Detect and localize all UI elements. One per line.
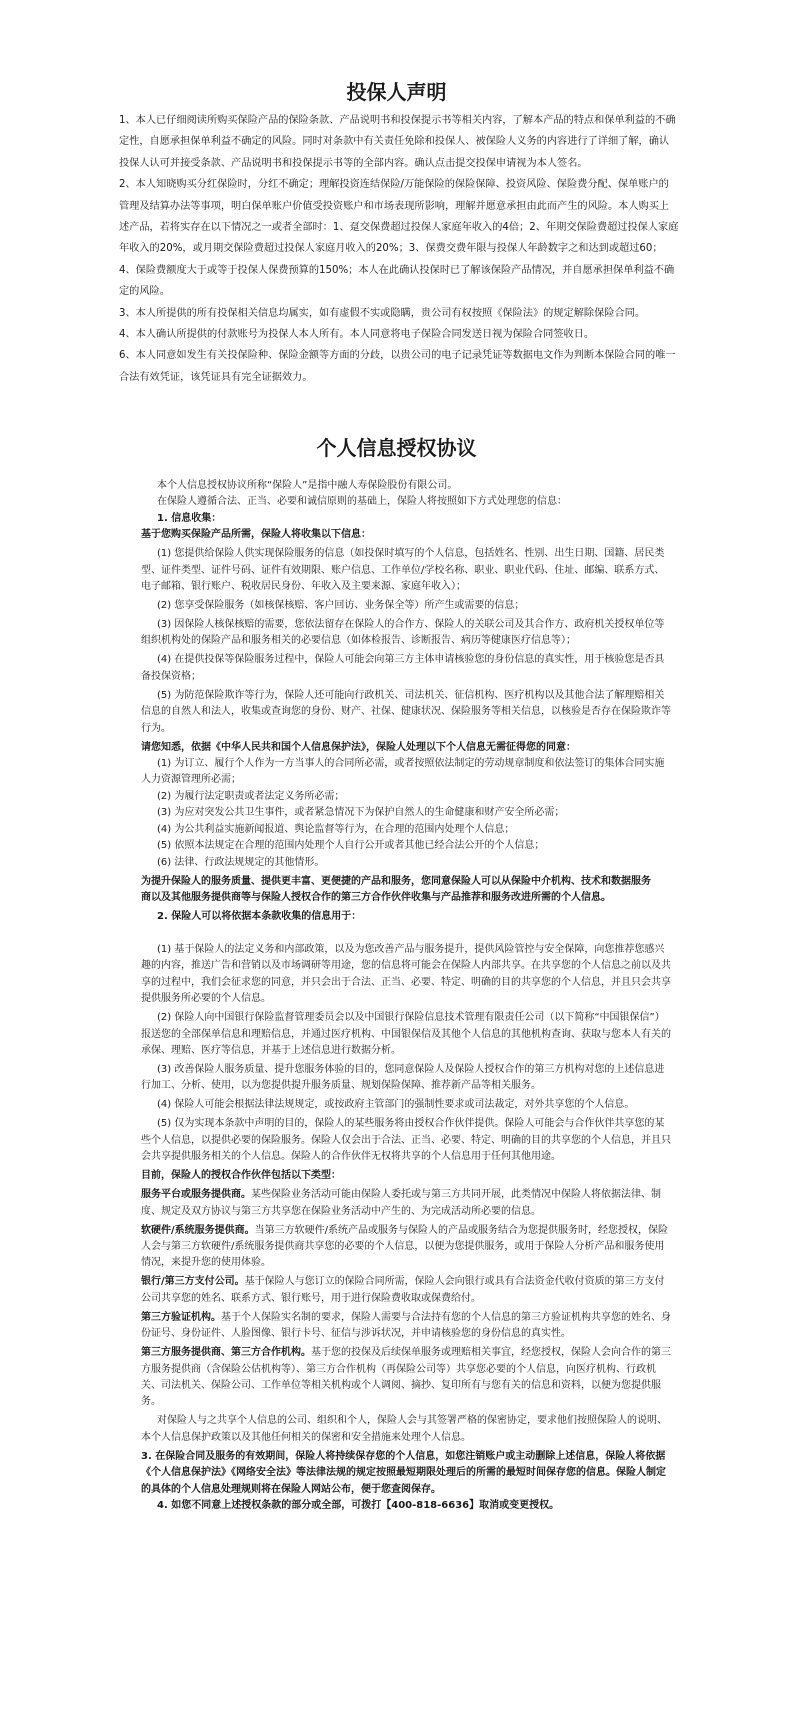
section-1-item: (1) 您提供给保险人供实现保险服务的信息（如投保时填写的个人信息，包括姓名、性别、出生日期、国籍、居民类型、证件类型、证件号码、证件有效期限、账户信息、工作单位/学校名称、职业、职业代码、住址、邮编、联系方式、电子邮箱、银行账户、税收居民身份、年收入及主要来源、家庭年收入）；: [141, 548, 665, 593]
declaration-item: 4、本人确认所提供的付款账号为投保人本人所有。本人同意将电子保险合同发送日视为保险合同签收日。: [119, 329, 595, 341]
declaration-body: [119, 110, 679, 388]
partner-item: [141, 1310, 671, 1343]
partner-name: 软硬件/系统服务提供商。: [141, 1224, 255, 1236]
agreement-title: 个人信息授权协议: [316, 436, 477, 460]
partner-name: 银行/第三方支付公司。: [141, 1276, 245, 1288]
partner-text: 某些保险业务活动可能由保险人委托或与第三方共同开展，此类情况中保险人将依据法律、制度、规定及双方协议与第三方共享您在保险业务活动中产生的、为完成活动所必要的信息。: [141, 1189, 661, 1217]
partner-text: 基于保险人与您订立的保险合同所需，保险人会向银行或具有合法资金代收付资质的第三方支付公司共享您的姓名、联系方式、银行账号，用于进行保险费收取或保费给付。: [141, 1276, 665, 1304]
section-4: 4. 如您不同意上述授权条款的部分或全部，可拨打【400-818-6636】取消或变更授权。: [157, 1500, 560, 1512]
section-1-bold: 为提升保险人的服务质量、提供更丰富、更便捷的产品和服务，您同意保险人可以从保险中介机构、技术和数据服务: [141, 875, 651, 887]
exempt-item: (1) 为订立、履行个人作为一方当事人的合同所必需，或者按照依法制定的劳动规章制度和依法签订的集体合同实施人力资源管理所必需；: [141, 758, 665, 786]
section-2-item: (3) 改善保险人服务质量、提升您服务体验的目的，您同意保险人及保险人授权合作的第三方机构对您的上述信息进行加工、分析、使用，以为您提供提升服务质量、规划保险保障、推荐新产品等相关服务。: [141, 1063, 665, 1092]
partner-text: 基于您的投保及后续保单服务或理赔相关事宜，经您授权，保险人会向合作的第三方服务提供商（含保险公估机构等）、第三方合作机构（再保险公司等）共享您必要的个人信息，向医疗机构、行政机关、司法机关、保险公司、工作单位等相关机构或个人调阅、摘抄、复印所有与您有关的信息和资料，以便为您提供服务。: [141, 1347, 671, 1408]
exempt-item: (3) 为应对突发公共卫生事件，或者紧急情况下为保护自然人的生命健康和财产安全所必需；: [157, 807, 565, 819]
exempt-item: (6) 法律、行政法规规定的其他情形。: [157, 856, 325, 868]
partner-item: [141, 1187, 671, 1220]
partners-lead: 目前，保险人的授权合作伙伴包括以下类型：: [141, 1170, 341, 1182]
declaration-title: 投保人声明: [346, 80, 447, 104]
section-1-item: (2) 您享受保险服务（如核保核赔、客户回访、业务保全等）所产生或需要的信息；: [157, 600, 525, 612]
confidentiality-note: 对保险人与之共享个人信息的公司、组织和个人，保险人会与其签署严格的保密协定，要求他们按照保险人的说明、本个人信息保护政策以及其他任何相关的保密和安全措施来处理个人信息。: [141, 1415, 667, 1443]
partner-name: 服务平台或服务提供商。: [141, 1189, 251, 1201]
declaration-item: 3、本人所提供的所有投保相关信息均属实，如有虚假不实或隐瞒，贵公司有权按照《保险法》的规定解除保险合同。: [119, 307, 646, 319]
partner-name: 第三方验证机构。: [141, 1311, 221, 1323]
partner-text: 当第三方软硬件/系统产品或服务与保险人的产品或服务结合为您提供服务时，经您授权，保险人会与第三方软硬件/系统服务提供商共享您的必要的个人信息，以便为您提供服务，或用于保险人分析产品和服务使用情况，来提升您的使用体验。: [141, 1224, 669, 1269]
agreement-intro: 在保险人遵循合法、正当、必要和诚信原则的基础上，保险人将按照如下方式处理您的信息：: [157, 496, 567, 508]
section-1-bold: 商以及其他服务提供商等与保险人授权合作的第三方合作伙伴收集与产品推荐和服务改进所需的个人信息。: [141, 891, 611, 903]
section-1-lead: 基于您购买保险产品所需，保险人将收集以下信息：: [141, 529, 371, 541]
partner-name: 第三方服务提供商、第三方合作机构。: [141, 1347, 311, 1359]
partner-item: [141, 1223, 671, 1272]
partner-item: [141, 1345, 671, 1411]
agreement-intro: 本个人信息授权协议所称“保险人”是指中融人寿保险股份有限公司。: [157, 480, 458, 491]
section-2-item: (5) 仅为实现本条款中声明的目的，保险人的某些服务将由授权合作伙伴提供。保险人可能会与合作伙伴共享您的某些个人信息，以提供必要的保险服务。保险人仅会出于合法、正当、必要、特定、明确的目的共享您的个人信息，并且只会共享提供服务相关的个人信息。保险人的合作伙伴无权将共享的个人信息用于任何其他用途。: [141, 1118, 671, 1163]
declaration-item: 6、本人同意如发生有关投保险种、保险金额等方面的分歧，以贵公司的电子记录凭证等数据电文作为判断本保险合同的唯一合法有效凭证，该凭证具有完全证据效力。: [119, 350, 676, 383]
exempt-item: (2) 为履行法定职责或者法定义务所必需；: [157, 790, 345, 802]
section-1-item: (4) 在提供投保等保险服务过程中，保险人可能会向第三方主体申请核验您的身份信息的真实性，用于核验您是否具备投保资格；: [141, 654, 665, 682]
declaration-item: 1、本人已仔细阅读所购买保险产品的保险条款、产品说明书和投保提示书等相关内容，了解本产品的特点和保单利益的不确定性，自愿承担保单利益不确定的风险。同时对条款中有关责任免除和投保人、被保险人义务的内容进行了详细了解，确认投保人认可并接受条款、产品说明书和投保提示书等的全部内容。确认点击提交投保申请视为本人签名。: [119, 115, 676, 169]
section-1-notice: 请您知悉，依据《中华人民共和国个人信息保护法》，保险人处理以下个人信息无需征得您的同意：: [141, 741, 576, 753]
declaration-item: 2、本人知晓购买分红保险时，分红不确定；理解投资连结保险/万能保险的保险保障、投资风险、保险费分配、保单账户的管理及结算办法等事项，明白保单账户价值受投资账户和市场表现所影响，理解并愿意承担由此而产生的风险。本人购买上述产品，若将实存在以下情况之一或者全部时：1、趸交保费超过投保人家庭年收入的4倍；2、年期交保险费超过投保人家庭年收入的20%，或月期交保险费超过投保人家庭月收入的20%；3、保费交费年限与投保人年龄数字之和达到或超过60；4、保险费额度大于或等于投保人保费预算的150%；本人在此确认投保时已了解该保险产品情况，并自愿承担保单利益不确定的风险。: [119, 179, 679, 298]
partner-item: [141, 1274, 671, 1307]
section-1-title: 1. 信息收集：: [157, 512, 222, 524]
section-3: 3. 在保险合同及服务的有效期间，保险人将持续保存您的个人信息，如您注销账户或主动删除上述信息，保险人将依据《个人信息保护法》《网络安全法》等法律法规的规定按照最短期限处理后的所需的最短时间保存您的信息。保险人制定的具体的个人信息处理规则将在保险人网站公布，便于您查阅保存。: [141, 1450, 666, 1495]
section-2-item: (1) 基于保险人的法定义务和内部政策，以及为您改善产品与服务提升，提供风险管控与安全保障，向您推荐您感兴趣的内容，推送广告和营销以及市场调研等用途，您的信息将可能会在保险人内部共享。在共享您的个人信息之前以及共享的过程中，我们会征求您的同意，并只会出于合法、正当、必要、特定、明确的目的共享您的个人信息，并且只会共享提供服务所必要的个人信息。: [141, 943, 671, 1005]
section-1-item: (5) 为防范保险欺诈等行为，保险人还可能向行政机关、司法机关、征信机构、医疗机构以及其他合法了解理赔相关信息的自然人和法人，收集或查询您的身份、财产、社保、健康状况、保险服务等相关信息，以核验是否存在保险欺诈等行为。: [141, 689, 671, 734]
section-2-title: 2. 保险人可以将依据本条款收集的信息用于：: [157, 910, 362, 922]
partner-text: 基于个人保险实名制的要求，保险人需要与合法持有您的个人信息的第三方验证机构共享您的姓名、身份证号、身份证件、人脸图像、银行卡号、征信与涉诉状况，并申请核验您的身份信息的真实性。: [141, 1311, 671, 1340]
agreement-body: [141, 478, 671, 1514]
section-1-item: (3) 因保险人核保核赔的需要，您依法留存在保险人的合作方、保险人的关联公司及其合作方、政府机关授权单位等组织机构处的保险产品和服务相关的必要信息（如体检报告、诊断报告、病历等健康医疗信息等）；: [141, 619, 665, 647]
spacer: [141, 925, 671, 939]
section-2-item: (2) 保险人向中国银行保险监督管理委员会以及中国银行保险信息技术管理有限责任公司（以下简称“中国银保信”）报送您的全部保单信息和理赔信息，并通过医疗机构、中国银保信及其他个人信息的其他机构查询、获取与您本人有关的承保、理赔、医疗等信息，并基于上述信息进行数据分析。: [141, 1012, 671, 1056]
section-2-item: (4) 保险人可能会根据法律法规规定，或按政府主管部门的强制性要求或司法裁定，对外共享您的个人信息。: [157, 1099, 635, 1111]
exempt-item: (5) 依照本法规定在合理的范围内处理个人自行公开或者其他已经合法公开的个人信息；: [157, 840, 545, 852]
exempt-item: (4) 为公共利益实施新闻报道、舆论监督等行为，在合理的范围内处理个人信息；: [157, 823, 515, 835]
